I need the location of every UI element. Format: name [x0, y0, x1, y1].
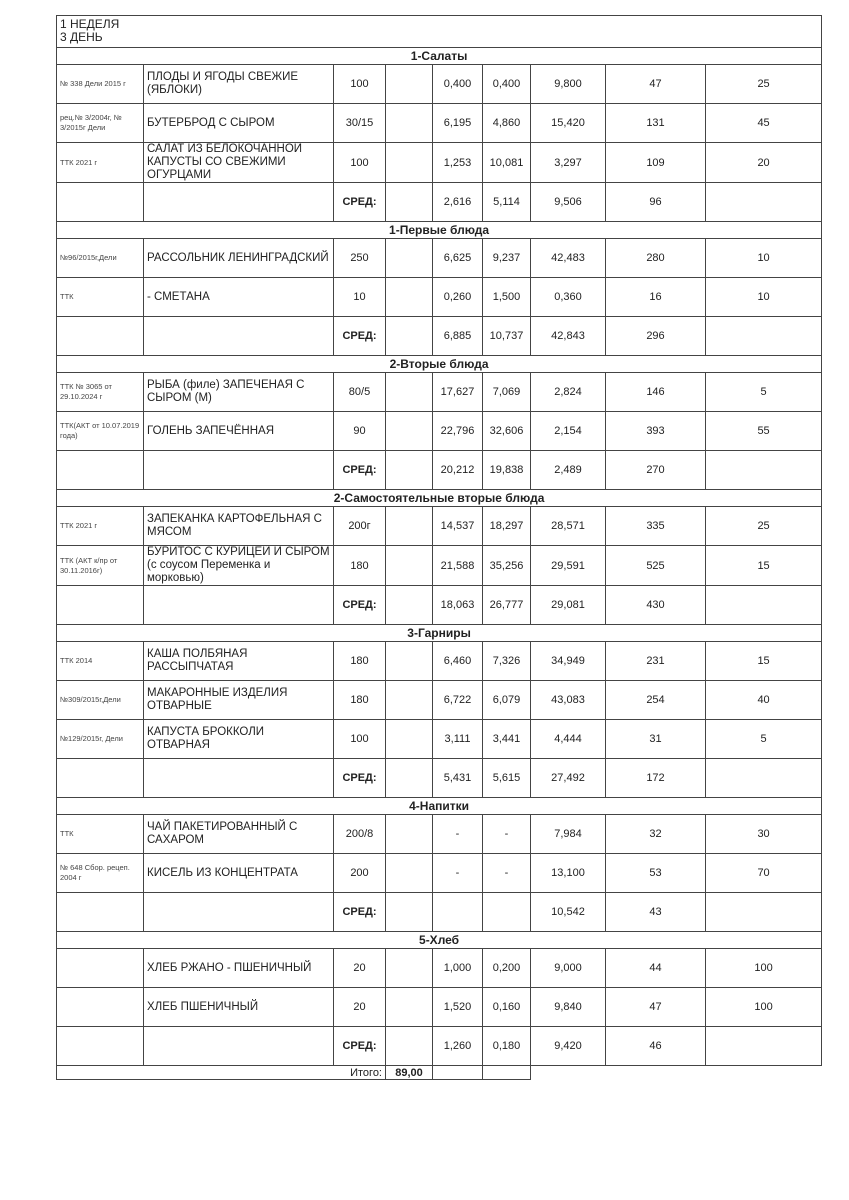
table-row [57, 507, 822, 546]
fat: 35,256 [483, 546, 531, 586]
carbs: 9,000 [531, 949, 606, 988]
empty-cell [531, 1066, 822, 1080]
empty-cell [57, 586, 144, 625]
empty-cell [144, 451, 334, 490]
avg-protein: 20,212 [433, 451, 483, 490]
protein: 6,722 [433, 681, 483, 720]
recipe-ref: ТТК(АКТ от 10.07.2019 года) [57, 412, 144, 451]
dish-name: МАКАРОННЫЕ ИЗДЕЛИЯ ОТВАРНЫЕ [144, 681, 334, 720]
calories: 16 [606, 278, 706, 317]
weight: 250 [334, 239, 386, 278]
empty-cell [433, 1066, 483, 1080]
carbs: 0,360 [531, 278, 606, 317]
carbs: 28,571 [531, 507, 606, 546]
dish-name: БУТЕРБРОД С СЫРОМ [144, 104, 334, 143]
empty-cell [706, 1027, 822, 1066]
protein: 6,625 [433, 239, 483, 278]
average-label: СРЕД: [334, 586, 386, 625]
fat: 6,079 [483, 681, 531, 720]
dish-name: ЧАЙ ПАКЕТИРОВАННЫЙ С САХАРОМ [144, 815, 334, 854]
weight: 100 [334, 65, 386, 104]
weight: 200 [334, 854, 386, 893]
carbs: 7,984 [531, 815, 606, 854]
empty-cell [386, 104, 433, 143]
avg-fat [483, 893, 531, 932]
avg-calories: 270 [606, 451, 706, 490]
average-row [57, 183, 822, 222]
empty-cell [386, 720, 433, 759]
weight: 180 [334, 546, 386, 586]
weight: 200/8 [334, 815, 386, 854]
fat: - [483, 815, 531, 854]
carbs: 42,483 [531, 239, 606, 278]
protein: 6,195 [433, 104, 483, 143]
section-title: 2-Самостоятельные вторые блюда [57, 490, 822, 507]
recipe-ref: № 648 Сбор. рецеп. 2004 г [57, 854, 144, 893]
price: 25 [706, 65, 822, 104]
empty-cell [706, 893, 822, 932]
empty-cell [386, 642, 433, 681]
dish-name: КАША ПОЛБЯНАЯ РАССЫПЧАТАЯ [144, 642, 334, 681]
recipe-ref: №129/2015г, Дели [57, 720, 144, 759]
weight: 180 [334, 681, 386, 720]
average-label: СРЕД: [334, 759, 386, 798]
carbs: 3,297 [531, 143, 606, 183]
empty-cell [386, 373, 433, 412]
average-row [57, 317, 822, 356]
protein: 1,000 [433, 949, 483, 988]
empty-cell [386, 586, 433, 625]
protein: 14,537 [433, 507, 483, 546]
empty-cell [386, 1027, 433, 1066]
average-label: СРЕД: [334, 893, 386, 932]
fat: 3,441 [483, 720, 531, 759]
average-row [57, 1027, 822, 1066]
protein: 0,400 [433, 65, 483, 104]
calories: 280 [606, 239, 706, 278]
average-row [57, 893, 822, 932]
empty-cell [144, 586, 334, 625]
weight: 30/15 [334, 104, 386, 143]
empty-cell [57, 893, 144, 932]
section-header [57, 490, 822, 507]
section-header [57, 356, 822, 373]
dish-name: КИСЕЛЬ ИЗ КОНЦЕНТРАТА [144, 854, 334, 893]
section-header [57, 625, 822, 642]
table-row [57, 65, 822, 104]
avg-protein: 5,431 [433, 759, 483, 798]
dish-name: РАССОЛЬНИК ЛЕНИНГРАДСКИЙ [144, 239, 334, 278]
recipe-ref: ТТК [57, 815, 144, 854]
recipe-ref: ТТК 2021 г [57, 143, 144, 183]
protein: 22,796 [433, 412, 483, 451]
table-row [57, 642, 822, 681]
recipe-ref: ТТК 2014 [57, 642, 144, 681]
avg-protein: 6,885 [433, 317, 483, 356]
calories: 31 [606, 720, 706, 759]
empty-cell [386, 317, 433, 356]
protein: 6,460 [433, 642, 483, 681]
fat: 0,200 [483, 949, 531, 988]
recipe-ref: ТТК № 3065 от 29.10.2024 г [57, 373, 144, 412]
recipe-ref: ТТК [57, 278, 144, 317]
table-row [57, 546, 822, 586]
empty-cell [144, 893, 334, 932]
day-label: 3 ДЕНЬ [60, 30, 103, 44]
empty-cell [386, 681, 433, 720]
price: 15 [706, 546, 822, 586]
fat: 4,860 [483, 104, 531, 143]
average-row [57, 451, 822, 490]
fat: 10,081 [483, 143, 531, 183]
section-header [57, 48, 822, 65]
header-row [57, 16, 822, 48]
price: 40 [706, 681, 822, 720]
empty-cell [144, 317, 334, 356]
recipe-ref: ТТК (АКТ к/пр от 30.11.2016г) [57, 546, 144, 586]
section-header [57, 798, 822, 815]
weight: 100 [334, 143, 386, 183]
price: 25 [706, 507, 822, 546]
avg-carbs: 29,081 [531, 586, 606, 625]
avg-calories: 172 [606, 759, 706, 798]
dish-name: ЗАПЕКАНКА КАРТОФЕЛЬНАЯ С МЯСОМ [144, 507, 334, 546]
recipe-ref [57, 988, 144, 1027]
fat: - [483, 854, 531, 893]
avg-calories: 96 [606, 183, 706, 222]
empty-cell [386, 412, 433, 451]
price: 5 [706, 720, 822, 759]
week-label: 1 НЕДЕЛЯ [60, 17, 120, 31]
avg-fat: 19,838 [483, 451, 531, 490]
empty-cell [386, 143, 433, 183]
table-row [57, 239, 822, 278]
avg-fat: 10,737 [483, 317, 531, 356]
average-label: СРЕД: [334, 1027, 386, 1066]
weight: 20 [334, 988, 386, 1027]
fat: 0,400 [483, 65, 531, 104]
protein: 0,260 [433, 278, 483, 317]
average-label: СРЕД: [334, 183, 386, 222]
calories: 53 [606, 854, 706, 893]
table-row [57, 988, 822, 1027]
empty-cell [386, 546, 433, 586]
empty-cell [386, 278, 433, 317]
empty-cell [386, 815, 433, 854]
table-row [57, 143, 822, 183]
calories: 146 [606, 373, 706, 412]
dish-name: ПЛОДЫ И ЯГОДЫ СВЕЖИЕ (ЯБЛОКИ) [144, 65, 334, 104]
carbs: 9,840 [531, 988, 606, 1027]
fat: 7,326 [483, 642, 531, 681]
calories: 32 [606, 815, 706, 854]
price: 100 [706, 949, 822, 988]
protein: 21,588 [433, 546, 483, 586]
recipe-ref: рец.№ 3/2004г, № 3/2015г Дели [57, 104, 144, 143]
protein: 1,520 [433, 988, 483, 1027]
empty-cell [144, 1027, 334, 1066]
table-row [57, 720, 822, 759]
total-label: Итого: [57, 1066, 386, 1080]
weight: 180 [334, 642, 386, 681]
avg-protein: 1,260 [433, 1027, 483, 1066]
menu-table [56, 15, 822, 1080]
empty-cell [386, 759, 433, 798]
carbs: 2,824 [531, 373, 606, 412]
empty-cell [706, 586, 822, 625]
protein: 17,627 [433, 373, 483, 412]
calories: 335 [606, 507, 706, 546]
dish-name: - СМЕТАНА [144, 278, 334, 317]
carbs: 15,420 [531, 104, 606, 143]
avg-carbs: 42,843 [531, 317, 606, 356]
avg-protein: 2,616 [433, 183, 483, 222]
price: 20 [706, 143, 822, 183]
table-row [57, 681, 822, 720]
calories: 525 [606, 546, 706, 586]
section-title: 1-Первые блюда [57, 222, 822, 239]
price: 30 [706, 815, 822, 854]
protein: 1,253 [433, 143, 483, 183]
recipe-ref: № 338 Дели 2015 г [57, 65, 144, 104]
avg-carbs: 10,542 [531, 893, 606, 932]
calories: 47 [606, 65, 706, 104]
carbs: 34,949 [531, 642, 606, 681]
price: 70 [706, 854, 822, 893]
average-label: СРЕД: [334, 317, 386, 356]
weight: 20 [334, 949, 386, 988]
recipe-ref: ТТК 2021 г [57, 507, 144, 546]
empty-cell [57, 183, 144, 222]
calories: 44 [606, 949, 706, 988]
avg-fat: 5,114 [483, 183, 531, 222]
avg-carbs: 2,489 [531, 451, 606, 490]
avg-calories: 296 [606, 317, 706, 356]
average-row [57, 759, 822, 798]
price: 45 [706, 104, 822, 143]
table-row [57, 815, 822, 854]
weight: 10 [334, 278, 386, 317]
fat: 32,606 [483, 412, 531, 451]
recipe-ref: №96/2015г,Дели [57, 239, 144, 278]
avg-protein: 18,063 [433, 586, 483, 625]
avg-carbs: 27,492 [531, 759, 606, 798]
section-header [57, 932, 822, 949]
table-row [57, 854, 822, 893]
fat: 9,237 [483, 239, 531, 278]
dish-name: БУРИТОС С КУРИЦЕЙ И СЫРОМ (с соусом Переменка и морковью) [144, 546, 334, 586]
empty-cell [386, 854, 433, 893]
empty-cell [706, 317, 822, 356]
calories: 231 [606, 642, 706, 681]
recipe-ref [57, 949, 144, 988]
protein: - [433, 854, 483, 893]
carbs: 9,800 [531, 65, 606, 104]
empty-cell [144, 183, 334, 222]
fat: 18,297 [483, 507, 531, 546]
empty-cell [386, 893, 433, 932]
empty-cell [706, 759, 822, 798]
fat: 0,160 [483, 988, 531, 1027]
calories: 254 [606, 681, 706, 720]
carbs: 2,154 [531, 412, 606, 451]
avg-carbs: 9,420 [531, 1027, 606, 1066]
table-row [57, 278, 822, 317]
section-title: 2-Вторые блюда [57, 356, 822, 373]
avg-calories: 43 [606, 893, 706, 932]
section-header [57, 222, 822, 239]
avg-protein [433, 893, 483, 932]
price: 55 [706, 412, 822, 451]
price: 100 [706, 988, 822, 1027]
table-row [57, 949, 822, 988]
dish-name: ХЛЕБ ПШЕНИЧНЫЙ [144, 988, 334, 1027]
weight: 200г [334, 507, 386, 546]
price: 15 [706, 642, 822, 681]
empty-cell [57, 317, 144, 356]
fat: 1,500 [483, 278, 531, 317]
empty-cell [386, 239, 433, 278]
empty-cell [386, 507, 433, 546]
empty-cell [386, 65, 433, 104]
section-title: 3-Гарниры [57, 625, 822, 642]
weight: 90 [334, 412, 386, 451]
avg-calories: 430 [606, 586, 706, 625]
protein: 3,111 [433, 720, 483, 759]
empty-cell [706, 451, 822, 490]
price: 5 [706, 373, 822, 412]
dish-name: ХЛЕБ РЖАНО - ПШЕНИЧНЫЙ [144, 949, 334, 988]
calories: 109 [606, 143, 706, 183]
menu-document [56, 15, 821, 1080]
table-row [57, 373, 822, 412]
empty-cell [706, 183, 822, 222]
fat: 7,069 [483, 373, 531, 412]
avg-carbs: 9,506 [531, 183, 606, 222]
empty-cell [386, 949, 433, 988]
price: 10 [706, 239, 822, 278]
calories: 131 [606, 104, 706, 143]
avg-calories: 46 [606, 1027, 706, 1066]
table-row [57, 412, 822, 451]
price: 10 [706, 278, 822, 317]
empty-cell [386, 183, 433, 222]
avg-fat: 0,180 [483, 1027, 531, 1066]
empty-cell [57, 451, 144, 490]
carbs: 43,083 [531, 681, 606, 720]
empty-cell [386, 988, 433, 1027]
section-title: 5-Хлеб [57, 932, 822, 949]
calories: 47 [606, 988, 706, 1027]
average-label: СРЕД: [334, 451, 386, 490]
carbs: 29,591 [531, 546, 606, 586]
protein: - [433, 815, 483, 854]
dish-name: САЛАТ ИЗ БЕЛОКОЧАННОЙ КАПУСТЫ СО СВЕЖИМИ ОГУРЦАМИ [144, 143, 334, 183]
dish-name: ГОЛЕНЬ ЗАПЕЧЁННАЯ [144, 412, 334, 451]
carbs: 13,100 [531, 854, 606, 893]
empty-cell [386, 451, 433, 490]
average-row [57, 586, 822, 625]
empty-cell [57, 759, 144, 798]
table-row [57, 104, 822, 143]
total-value: 89,00 [386, 1066, 433, 1080]
dish-name: КАПУСТА БРОККОЛИ ОТВАРНАЯ [144, 720, 334, 759]
calories: 393 [606, 412, 706, 451]
weight: 80/5 [334, 373, 386, 412]
weight: 100 [334, 720, 386, 759]
empty-cell [483, 1066, 531, 1080]
carbs: 4,444 [531, 720, 606, 759]
empty-cell [144, 759, 334, 798]
empty-cell [57, 1027, 144, 1066]
section-title: 4-Напитки [57, 798, 822, 815]
total-row [57, 1066, 822, 1080]
dish-name: РЫБА (филе) ЗАПЕЧЕНАЯ С СЫРОМ (М) [144, 373, 334, 412]
recipe-ref: №309/2015г,Дели [57, 681, 144, 720]
section-title: 1-Салаты [57, 48, 822, 65]
avg-fat: 26,777 [483, 586, 531, 625]
avg-fat: 5,615 [483, 759, 531, 798]
